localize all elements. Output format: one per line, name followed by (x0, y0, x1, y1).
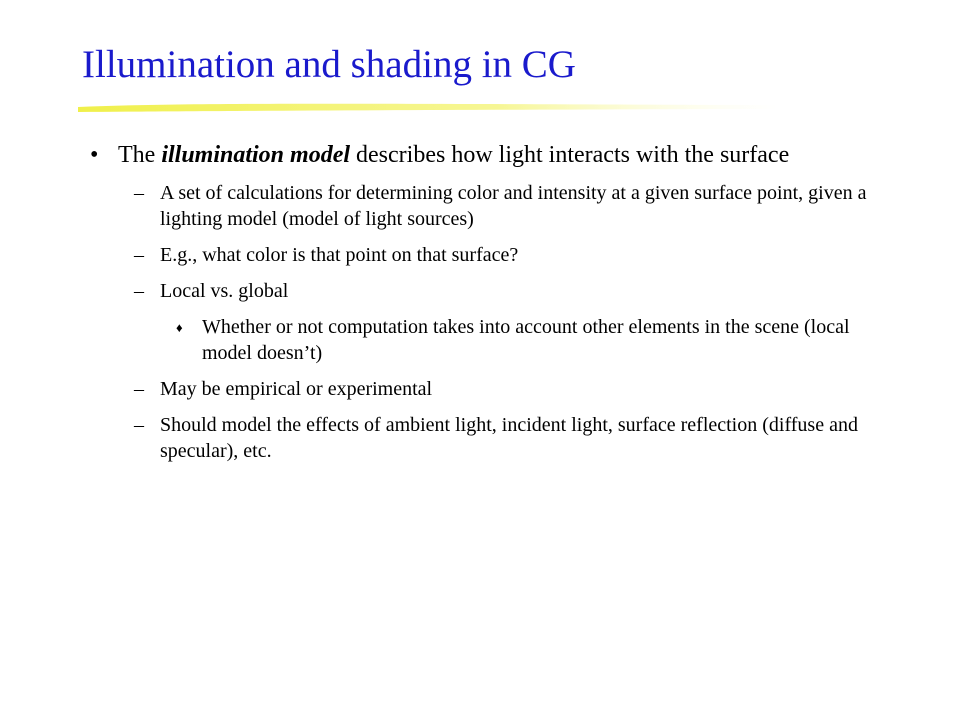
sub-bullet-text: A set of calculations for determining color and intensity at a given surface point, given a lighting model (model of light sources) (160, 182, 867, 230)
sub-sub-bullet (90, 314, 870, 366)
dash-marker: – (134, 414, 144, 436)
bullet-text-emphasis: illumination model (161, 142, 351, 168)
sub-bullet (90, 180, 870, 232)
dash-marker: – (134, 182, 144, 204)
sub-bullet-text: Should model the effects of ambient light, incident light, surface reflection (diffuse and specular), etc. (160, 414, 858, 462)
slide-title: Illumination and shading in CG (82, 43, 576, 86)
dash-marker: – (134, 280, 144, 302)
slide-body (90, 140, 870, 464)
sub-bullet-text: Local vs. global (160, 280, 289, 302)
dash-marker: – (134, 244, 144, 266)
bullet-text-pre: The (118, 142, 162, 168)
sub-bullet-text: E.g., what color is that point on that surface? (160, 244, 519, 266)
sub-bullet (90, 278, 870, 304)
sub-bullet (90, 376, 870, 402)
sub-bullet (90, 242, 870, 268)
bullet-text-post: describes how light interacts with the surface (350, 142, 790, 168)
sub-bullet (90, 412, 870, 464)
sub-bullet-text: May be empirical or experimental (160, 378, 433, 400)
bullet-point (90, 140, 870, 170)
sub-sub-bullet-text: Whether or not computation takes into account other elements in the scene (local model doesn’t) (202, 316, 850, 364)
bullet-dot: • (90, 142, 99, 168)
diamond-icon: ♦ (176, 320, 183, 335)
dash-marker: – (134, 378, 144, 400)
title-underline (78, 98, 778, 114)
